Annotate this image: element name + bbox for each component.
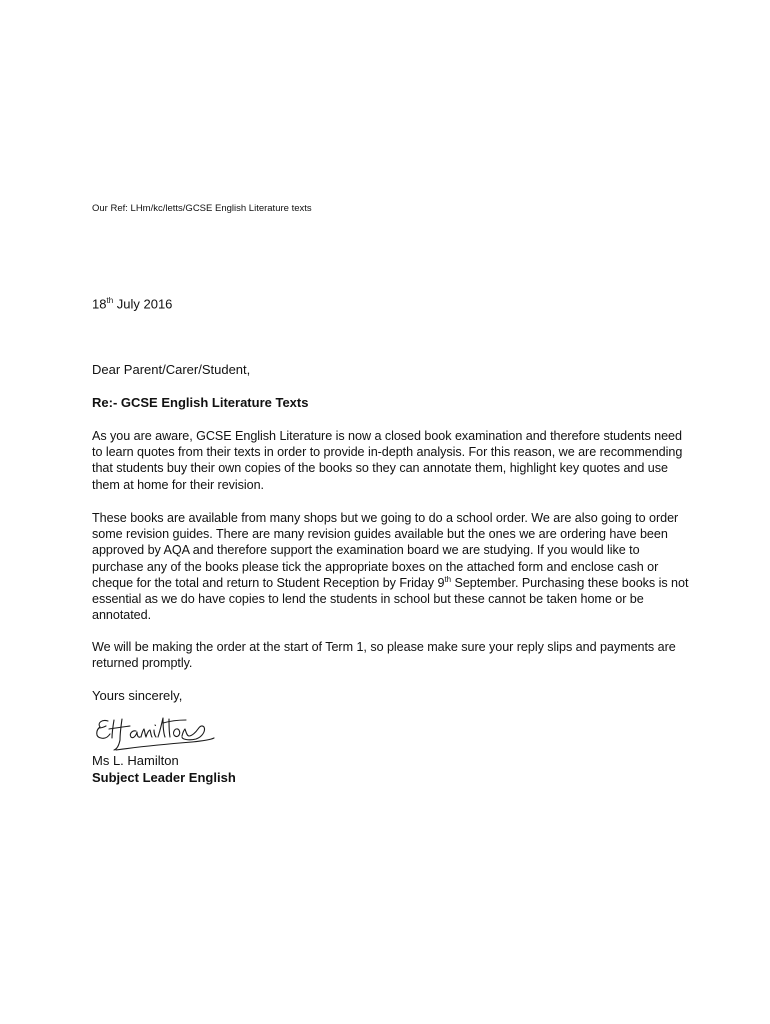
handwritten-signature <box>92 707 242 755</box>
paragraph-2-date-suffix: th <box>444 574 452 584</box>
signatory-name: Ms L. Hamilton <box>92 753 179 768</box>
signatory-title: Subject Leader English <box>92 770 236 785</box>
date-rest: July 2016 <box>113 296 173 312</box>
subject-line: Re:- GCSE English Literature Texts <box>92 395 309 410</box>
reference-line: Our Ref: LHm/kc/letts/GCSE English Literature texts <box>92 203 312 214</box>
paragraph-1: As you are aware, GCSE English Literature is now a closed book examination and therefore students need to learn quotes from their texts in order to provide in-depth analysis. For this reason, we are recommending that students buy their own copies of the books so they can annotate them, highlight key quotes and use them at home for their revision. <box>92 429 683 492</box>
paragraph-2-text-a: These books are available from many shops but we going to do a school order. We are also going to order some revision guides. There are many revision guides available but the ones we are ordering have been approved by AQA and therefore support the examination board we are studying. If you would like to purchase any of the books please tick the appropriate boxes on the attached form and enclose cash or cheque for the total and return to Student Reception by Friday 9 <box>92 511 679 590</box>
greeting: Dear Parent/Carer/Student, <box>92 362 251 377</box>
paragraph-2 <box>92 510 692 623</box>
date-day: 18 <box>92 296 107 312</box>
paragraph-3: We will be making the order at the start of Term 1, so please make sure your reply slips and payments are returned promptly. <box>92 640 676 671</box>
paragraph-2-text-b: September. Purchasing these books is not essential as we do have copies to lend the students in school but these cannot be taken home or be annotated. <box>92 575 689 623</box>
letter-date <box>92 296 172 311</box>
closing: Yours sincerely, <box>92 688 183 703</box>
date-day-suffix: th <box>106 296 114 305</box>
